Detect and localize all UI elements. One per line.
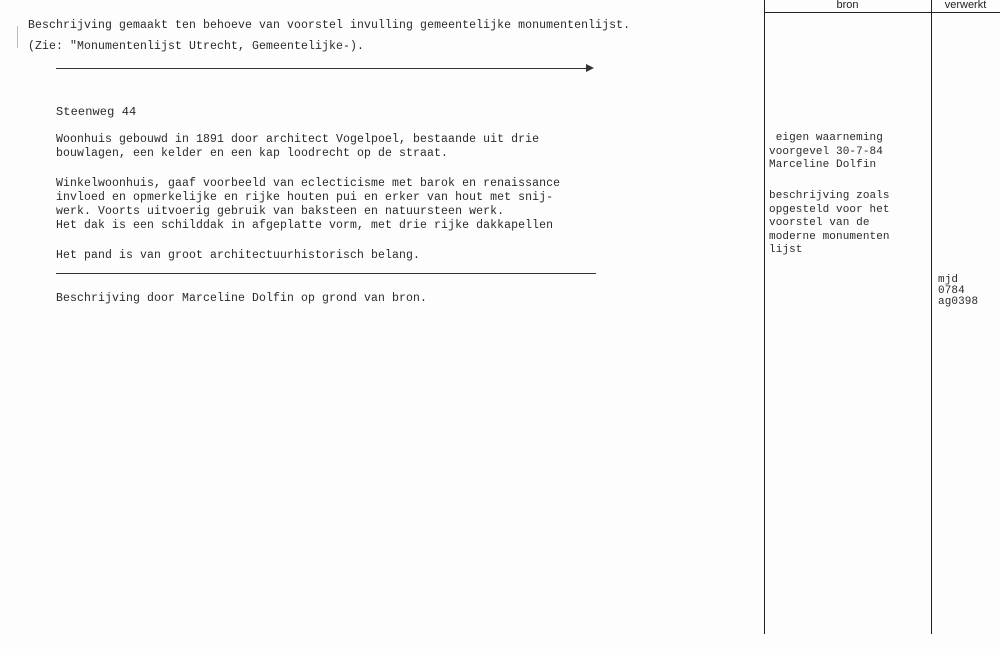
column-header-underline [764, 12, 1000, 13]
verwerkt-column-border [931, 0, 932, 634]
description-paragraph-1: Woonhuis gebouwd in 1891 door architect Vogelpoel, bestaande uit drie bouwlagen, een kelder en een kap loodrecht op de straat. [56, 133, 540, 160]
bron-entry-description: beschrijving zoals opgesteld voor het voorstel van de moderne monumenten lijst [769, 190, 890, 256]
bron-column-border [764, 0, 765, 634]
author-statement: Beschrijving door Marceline Dolfin op grond van bron. [56, 292, 428, 305]
margin-mark [17, 26, 18, 48]
verwerkt-entry: mjd 0784 ag0398 [938, 274, 979, 308]
header-line-2: (Zie: "Monumentenlijst Utrecht, Gemeentelijke-). [28, 40, 365, 53]
bron-column-header: bron [836, 0, 859, 11]
address-heading: Steenweg 44 [56, 105, 137, 119]
verwerkt-column-header: verwerkt [944, 0, 987, 11]
significance-statement: Het pand is van groot architectuurhistorisch belang. [56, 249, 421, 262]
description-paragraph-2: Winkelwoonhuis, gaaf voorbeeld van eclecticisme met barok en renaissance invloed en opmerkelijke en rijke houten pui en erker van hout met snij- werk. Voorts uitvoerig gebruik van baksteen en natuursteen werk. Het dak is een schilddak in afgeplatte vorm, met drie rijke dakkapellen [56, 177, 561, 232]
header-line-1: Beschrijving gemaakt ten behoeve van voorstel invulling gemeentelijke monumentenlijst. [28, 19, 631, 32]
top-divider-arrow [586, 64, 594, 72]
bron-entry-observation: eigen waarneming voorgevel 30-7-84 Marceline Dolfin [769, 132, 883, 171]
middle-divider [56, 273, 596, 274]
top-divider [56, 68, 592, 69]
